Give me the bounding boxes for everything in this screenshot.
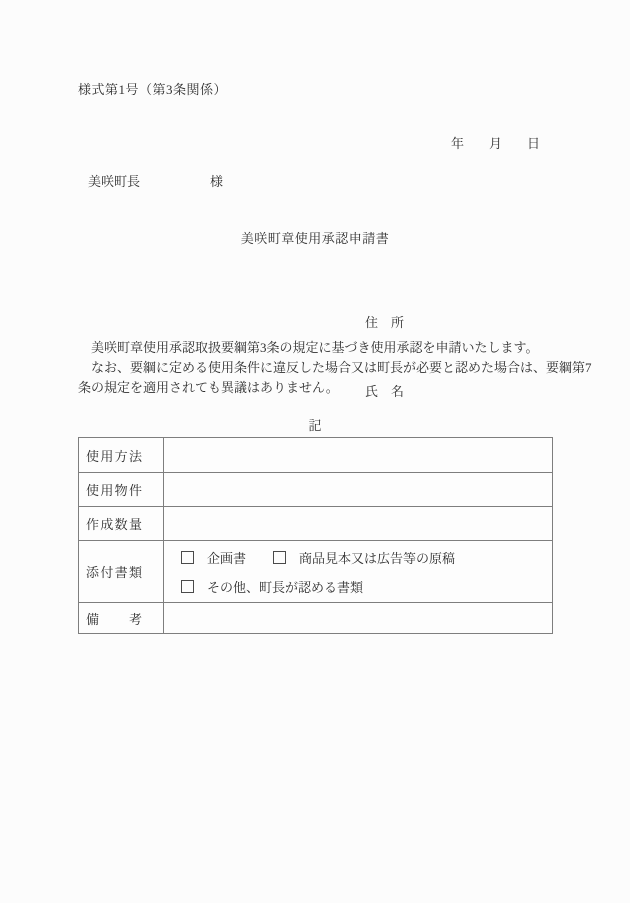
- row-label: 使用物件: [86, 483, 142, 498]
- table-row-production-quantity: [79, 506, 552, 540]
- date-line: [451, 133, 540, 152]
- body-line: なお、要綱に定める使用条件に違反した場合又は町長が必要と認めた場合は、要綱第7: [78, 360, 592, 375]
- checkbox-icon: [181, 580, 194, 593]
- row-value-cell: [164, 473, 552, 506]
- row-label-cell: [79, 473, 164, 506]
- date-year-label: 年: [450, 136, 464, 151]
- table-row-remarks: [79, 602, 552, 633]
- body-line: 条の規定を適用されても異議はありません。: [78, 380, 339, 395]
- checkbox-option-product-sample: [273, 548, 455, 567]
- row-label-cell: [79, 603, 164, 633]
- checkbox-option-other-documents: [181, 577, 363, 596]
- row-label: 添付書類: [86, 565, 142, 580]
- row-label-cell: [79, 541, 164, 602]
- row-label: 作成数量: [86, 517, 142, 532]
- application-table: [78, 437, 553, 634]
- checkbox-icon: [181, 551, 194, 564]
- attachments-cell: [164, 541, 552, 602]
- checkbox-line: [181, 548, 552, 567]
- checkbox-option-plan-document: [181, 548, 273, 567]
- checkbox-label: 商品見本又は広告等の原稿: [299, 550, 456, 566]
- table-row-usage-method: [79, 438, 552, 472]
- table-row-attached-documents: [79, 540, 552, 602]
- addressee-line: [88, 171, 223, 190]
- document-title: 美咲町章使用承認申請書: [240, 231, 390, 246]
- checkbox-icon: [273, 551, 286, 564]
- row-label-cell: [79, 507, 164, 540]
- record-marker: 記: [308, 418, 322, 433]
- body-line: 美咲町章使用承認取扱要綱第3条の規定に基づき使用承認を申請いたします。: [78, 340, 539, 355]
- body-paragraph: [78, 338, 592, 398]
- checkbox-label: 企画書: [207, 550, 247, 566]
- checkbox-line: [181, 577, 552, 596]
- table-row-usage-object: [79, 472, 552, 506]
- date-day-label: 日: [526, 136, 540, 151]
- applicant-address-label: 住 所: [365, 315, 405, 330]
- row-label: 使用方法: [86, 448, 142, 464]
- row-label: 備考: [86, 611, 142, 627]
- checkbox-label: その他、町長が認める書類: [207, 579, 364, 595]
- addressee-name: 美咲町長: [88, 174, 141, 189]
- row-value-cell: [164, 438, 552, 472]
- row-value-cell: [164, 507, 552, 540]
- applicant-name-label: 氏 名: [365, 384, 405, 399]
- date-month-label: 月: [488, 136, 502, 151]
- form-number: 様式第1号（第3条関係）: [78, 82, 228, 97]
- row-label-cell: [79, 438, 164, 472]
- row-value-cell: [164, 603, 552, 633]
- addressee-honorific: 様: [210, 174, 224, 189]
